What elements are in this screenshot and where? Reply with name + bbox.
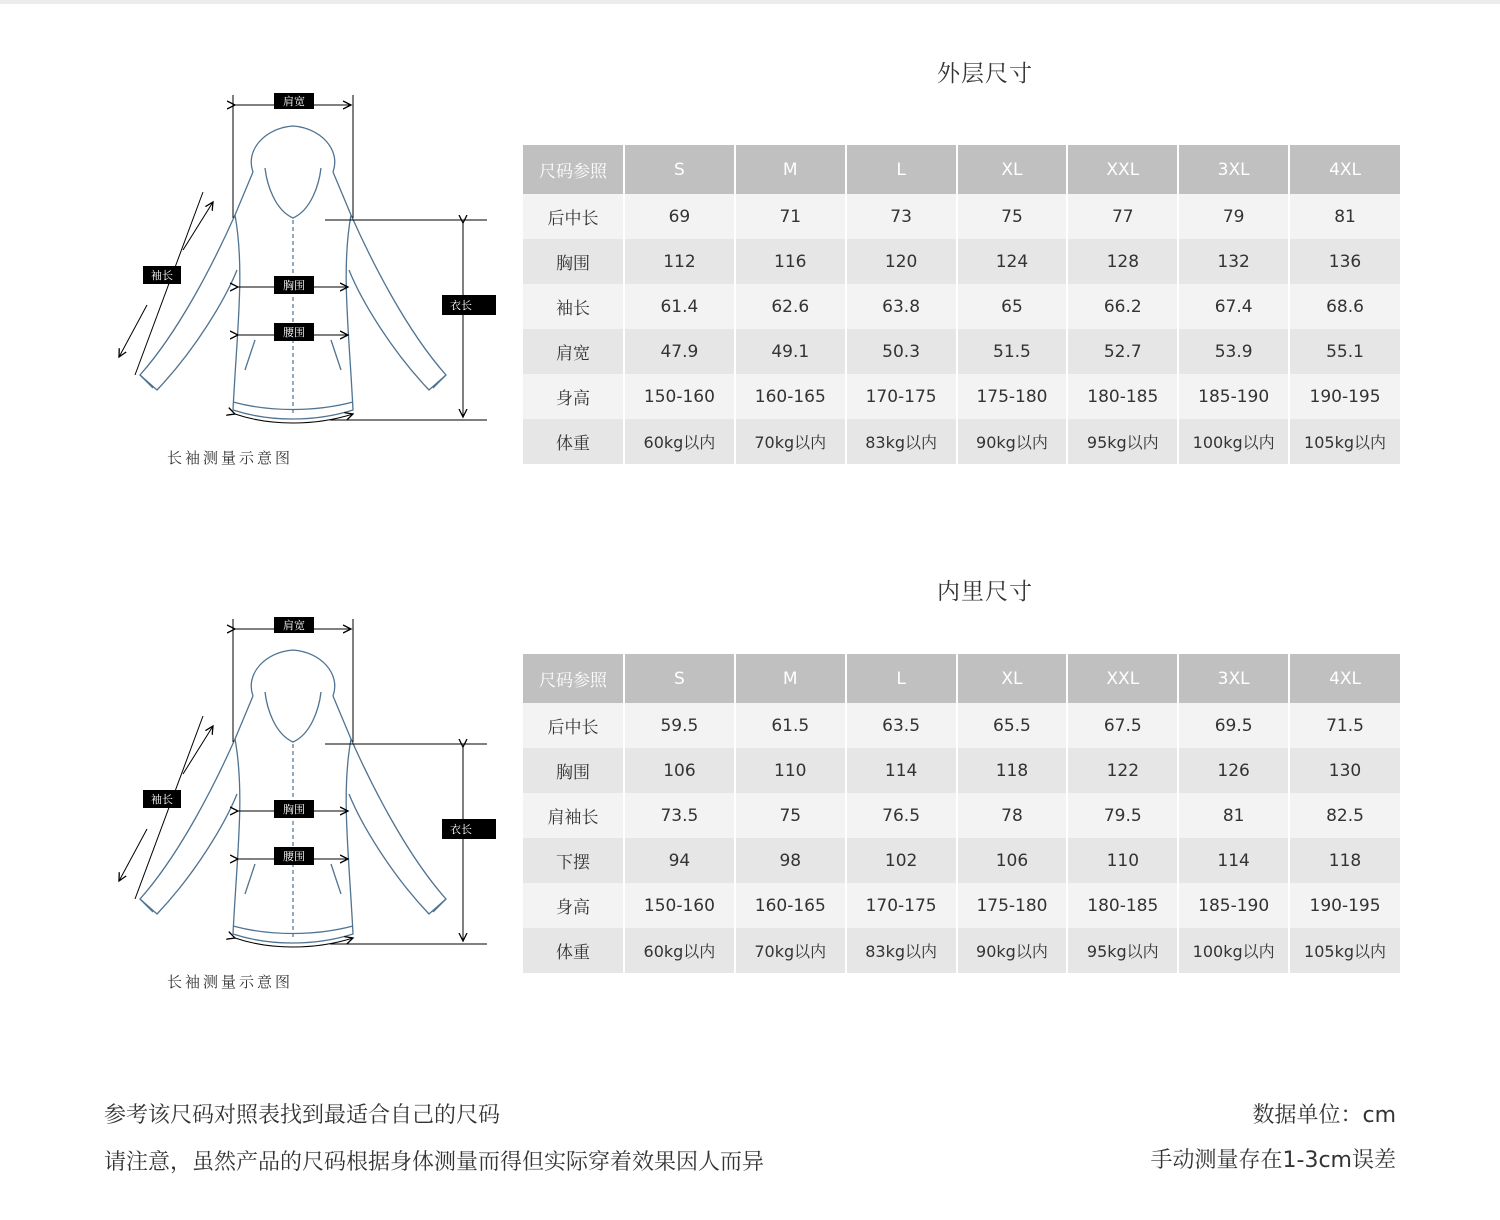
table-cell: 65.5: [957, 703, 1068, 748]
outer-chest-label: 胸围: [283, 279, 305, 292]
table-cell: 50.3: [846, 329, 957, 374]
table-cell: 90kg以内: [957, 419, 1068, 464]
row-label: 身高: [523, 883, 624, 928]
outer-diagram-caption: 长袖测量示意图: [166, 449, 293, 467]
inner-diagram-caption: 长袖测量示意图: [166, 973, 293, 991]
inner-header-size-s: S: [624, 654, 735, 703]
outer-header-size-3xl: 3XL: [1178, 145, 1289, 194]
table-cell: 175-180: [957, 374, 1068, 419]
table-cell: 49.1: [735, 329, 846, 374]
table-cell: 60kg以内: [624, 419, 735, 464]
table-cell: 47.9: [624, 329, 735, 374]
table-cell: 94: [624, 838, 735, 883]
table-cell: 160-165: [735, 883, 846, 928]
note-unit: 数据单位：cm: [1252, 1103, 1396, 1128]
table-cell: 51.5: [957, 329, 1068, 374]
table-cell: 76.5: [846, 793, 957, 838]
table-cell: 112: [624, 239, 735, 284]
table-cell: 105kg以内: [1289, 419, 1400, 464]
outer-header-size-s: S: [624, 145, 735, 194]
table-row: [523, 419, 1400, 464]
table-cell: 126: [1178, 748, 1289, 793]
table-cell: 71: [735, 194, 846, 239]
table-cell: 71.5: [1289, 703, 1400, 748]
table-cell: 122: [1067, 748, 1178, 793]
table-cell: 100kg以内: [1178, 928, 1289, 973]
table-cell: 68.6: [1289, 284, 1400, 329]
row-label: 胸围: [523, 239, 624, 284]
outer-waist-label: 腰围: [283, 326, 305, 339]
table-cell: 69: [624, 194, 735, 239]
table-cell: 67.5: [1067, 703, 1178, 748]
table-cell: 62.6: [735, 284, 846, 329]
table-cell: 66.2: [1067, 284, 1178, 329]
row-label: 身高: [523, 374, 624, 419]
outer-jacket-diagram: [95, 90, 515, 470]
outer-header-size-4xl: 4XL: [1289, 145, 1400, 194]
table-cell: 118: [1289, 838, 1400, 883]
inner-header-size-xl: XL: [957, 654, 1068, 703]
table-cell: 83kg以内: [846, 928, 957, 973]
row-label: 胸围: [523, 748, 624, 793]
table-cell: 170-175: [846, 374, 957, 419]
outer-sleeve-label: 袖长: [151, 269, 173, 282]
inner-header-size-4xl: 4XL: [1289, 654, 1400, 703]
row-label: 后中长: [523, 194, 624, 239]
table-row: [523, 194, 1400, 239]
inner-header-size-3xl: 3XL: [1178, 654, 1289, 703]
table-cell: 120: [846, 239, 957, 284]
table-cell: 114: [1178, 838, 1289, 883]
inner-sleeve-label: 袖长: [151, 793, 173, 806]
inner-header-size-ref: 尺码参照: [523, 654, 624, 703]
inner-jacket-illustration: [95, 614, 515, 994]
table-cell: 100kg以内: [1178, 419, 1289, 464]
table-row: [523, 703, 1400, 748]
table-cell: 52.7: [1067, 329, 1178, 374]
table-cell: 105kg以内: [1289, 928, 1400, 973]
inner-shoulder-label: 肩宽: [283, 619, 305, 632]
table-cell: 180-185: [1067, 883, 1178, 928]
table-cell: 124: [957, 239, 1068, 284]
table-row: [523, 838, 1400, 883]
outer-size-table: [523, 145, 1400, 464]
note-fit-advice: 参考该尺码对照表找到最适合自己的尺码: [104, 1103, 501, 1128]
table-cell: 95kg以内: [1067, 928, 1178, 973]
outer-shoulder-label: 肩宽: [283, 95, 305, 108]
table-cell: 79: [1178, 194, 1289, 239]
table-cell: 60kg以内: [624, 928, 735, 973]
table-cell: 69.5: [1178, 703, 1289, 748]
table-row: [523, 793, 1400, 838]
inner-length-label: 衣长: [450, 823, 472, 836]
table-cell: 106: [957, 838, 1068, 883]
table-cell: 150-160: [624, 374, 735, 419]
top-divider: [0, 0, 1500, 4]
table-cell: 75: [957, 194, 1068, 239]
table-cell: 61.4: [624, 284, 735, 329]
row-label: 肩袖长: [523, 793, 624, 838]
table-cell: 81: [1289, 194, 1400, 239]
inner-header-size-m: M: [735, 654, 846, 703]
table-cell: 132: [1178, 239, 1289, 284]
table-cell: 185-190: [1178, 374, 1289, 419]
table-cell: 190-195: [1289, 883, 1400, 928]
table-cell: 110: [735, 748, 846, 793]
inner-header-size-xxl: XXL: [1067, 654, 1178, 703]
table-cell: 83kg以内: [846, 419, 957, 464]
inner-chest-label: 胸围: [283, 803, 305, 816]
row-label: 体重: [523, 928, 624, 973]
table-cell: 136: [1289, 239, 1400, 284]
table-cell: 81: [1178, 793, 1289, 838]
inner-jacket-diagram: [95, 614, 515, 994]
table-row: [523, 239, 1400, 284]
inner-section-title: 内里尺寸: [937, 579, 1033, 605]
table-cell: 180-185: [1067, 374, 1178, 419]
table-cell: 185-190: [1178, 883, 1289, 928]
table-cell: 78: [957, 793, 1068, 838]
table-cell: 75: [735, 793, 846, 838]
outer-header-size-l: L: [846, 145, 957, 194]
inner-table-header: [523, 654, 1400, 703]
outer-section-title: 外层尺寸: [937, 61, 1033, 87]
table-cell: 63.5: [846, 703, 957, 748]
table-cell: 95kg以内: [1067, 419, 1178, 464]
table-cell: 90kg以内: [957, 928, 1068, 973]
table-row: [523, 748, 1400, 793]
table-cell: 73.5: [624, 793, 735, 838]
table-cell: 82.5: [1289, 793, 1400, 838]
table-cell: 110: [1067, 838, 1178, 883]
row-label: 后中长: [523, 703, 624, 748]
table-cell: 67.4: [1178, 284, 1289, 329]
outer-table-header: [523, 145, 1400, 194]
table-cell: 61.5: [735, 703, 846, 748]
table-cell: 116: [735, 239, 846, 284]
table-cell: 77: [1067, 194, 1178, 239]
table-cell: 59.5: [624, 703, 735, 748]
table-row: [523, 883, 1400, 928]
table-row: [523, 374, 1400, 419]
table-row: [523, 329, 1400, 374]
table-cell: 130: [1289, 748, 1400, 793]
outer-header-size-xxl: XXL: [1067, 145, 1178, 194]
table-cell: 160-165: [735, 374, 846, 419]
table-cell: 118: [957, 748, 1068, 793]
table-cell: 63.8: [846, 284, 957, 329]
table-cell: 106: [624, 748, 735, 793]
table-cell: 98: [735, 838, 846, 883]
row-label: 袖长: [523, 284, 624, 329]
row-label: 肩宽: [523, 329, 624, 374]
table-cell: 170-175: [846, 883, 957, 928]
table-cell: 114: [846, 748, 957, 793]
table-cell: 53.9: [1178, 329, 1289, 374]
outer-header-size-m: M: [735, 145, 846, 194]
row-label: 体重: [523, 419, 624, 464]
table-cell: 73: [846, 194, 957, 239]
table-cell: 65: [957, 284, 1068, 329]
table-row: [523, 928, 1400, 973]
inner-header-size-l: L: [846, 654, 957, 703]
table-cell: 190-195: [1289, 374, 1400, 419]
table-cell: 70kg以内: [735, 419, 846, 464]
outer-jacket-illustration: [95, 90, 515, 470]
note-measure-error: 手动测量存在1-3cm误差: [1150, 1148, 1396, 1173]
table-cell: 102: [846, 838, 957, 883]
table-cell: 150-160: [624, 883, 735, 928]
table-row: [523, 284, 1400, 329]
table-cell: 175-180: [957, 883, 1068, 928]
inner-waist-label: 腰围: [283, 850, 305, 863]
table-cell: 55.1: [1289, 329, 1400, 374]
table-cell: 128: [1067, 239, 1178, 284]
table-cell: 70kg以内: [735, 928, 846, 973]
row-label: 下摆: [523, 838, 624, 883]
inner-size-table: [523, 654, 1400, 973]
outer-header-size-xl: XL: [957, 145, 1068, 194]
outer-header-size-ref: 尺码参照: [523, 145, 624, 194]
outer-length-label: 衣长: [450, 299, 472, 312]
table-cell: 79.5: [1067, 793, 1178, 838]
note-disclaimer: 请注意，虽然产品的尺码根据身体测量而得但实际穿着效果因人而异: [104, 1150, 765, 1175]
